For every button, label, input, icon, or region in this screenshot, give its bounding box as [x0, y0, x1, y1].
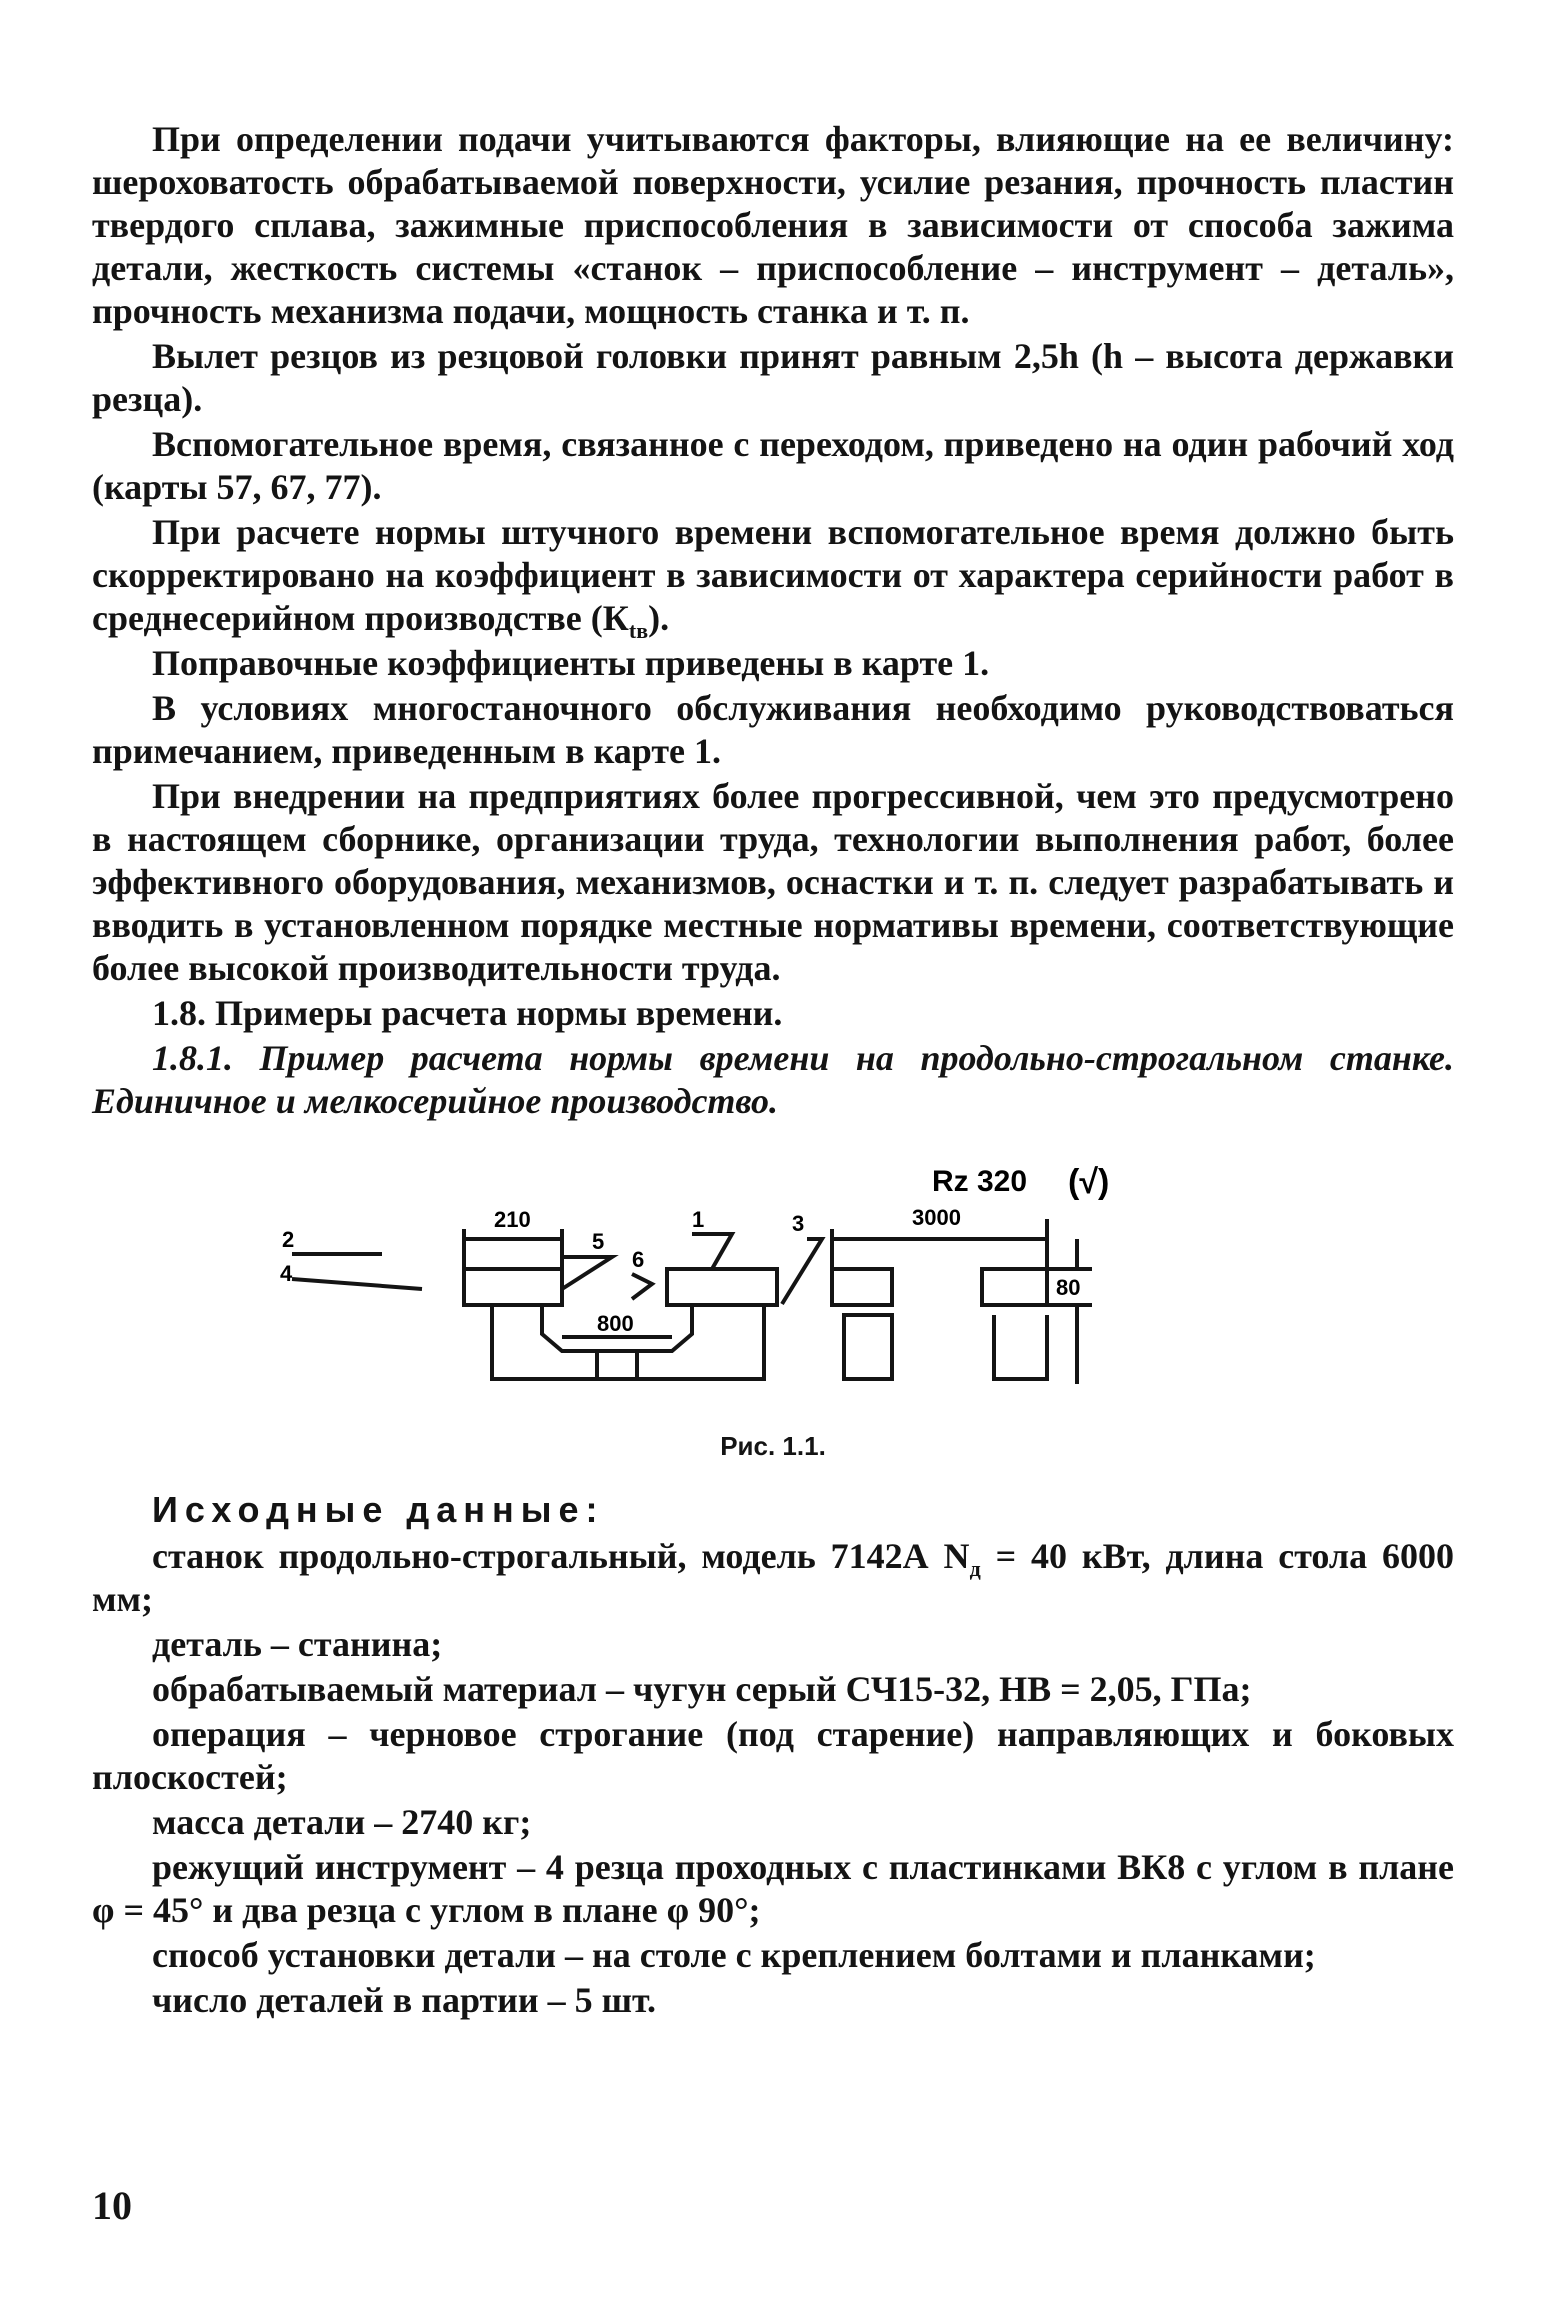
data-item-operation: операция – черновое строгание (под старение) направляющих и боковых плоскостей; — [92, 1714, 1454, 1797]
data-item-material: обрабатываемый материал – чугун серый СЧ15-32, НВ = 2,05, ГПа; — [152, 1669, 1252, 1709]
dim-800-label: 800 — [597, 1311, 634, 1336]
cross-section-right — [832, 1219, 1092, 1384]
data-item-tools: режущий инструмент – 4 резца проходных с пластинками ВК8 с углом в плане φ = 45° и два резца с углом в плане φ 90°; — [92, 1847, 1454, 1930]
k-subscript: tв — [628, 618, 649, 644]
paragraph-auxiliary-time: Вспомогательное время, связанное с переходом, приведено на один рабочий ход (карты 57, 67, 77). — [92, 424, 1454, 507]
paragraph-feed-factors: При определении подачи учитываются факторы, влияющие на ее величину: шероховатость обрабатываемой поверхности, усилие резания, прочность пластин твердого сплава, зажимные приспособления в зависимости от способа зажима детали, жесткость системы «станок – приспособление – инструмент – деталь», прочность механизма подачи, мощность станка и т. п. — [92, 119, 1454, 331]
paragraph-correction-coefficient — [92, 511, 1454, 644]
diagram-svg — [92, 1139, 1454, 1429]
label-3: 3 — [792, 1211, 805, 1236]
label-6: 6 — [632, 1247, 645, 1272]
roughness-symbol: (√) — [1068, 1163, 1110, 1201]
k-suffix: ). — [648, 598, 670, 638]
section-heading: 1.8. Примеры расчета нормы времени. — [152, 993, 783, 1033]
data-item-mounting: способ установки детали – на столе с креплением болтами и планками; — [152, 1935, 1316, 1975]
paragraph-correction-cards: Поправочные коэффициенты приведены в карте 1. — [152, 643, 990, 683]
data-item-batch: число деталей в партии – 5 шт. — [152, 1980, 657, 2020]
paragraph-cutter-overhang: Вылет резцов из резцовой головки принят равным 2,5h (h – высота державки резца). — [92, 336, 1454, 419]
data-item-mass: масса детали – 2740 кг; — [152, 1802, 532, 1842]
roughness-label: Rz 320 — [932, 1165, 1028, 1198]
paragraph-progressive: При внедрении на предприятиях более прогрессивной, чем это предусмотрено в настоящем сборнике, организации труда, технологии выполнения работ, более эффективного оборудования, механизмов, оснастки и т. п. следует разрабатывать и вводить в установленном порядке местные нормативы времени, соответствующие более высокой производительности труда. — [92, 776, 1454, 988]
initial-data-heading: Исходные данные: — [152, 1489, 605, 1530]
paragraph-multi-machine: В условиях многостаночного обслуживания необходимо руководствоваться примечанием, приведенным в карте 1. — [92, 688, 1454, 771]
label-4: 4 — [280, 1261, 293, 1286]
paragraph-correction-text: При расчете нормы штучного времени вспомогательное время должно быть скорректировано на коэффициент в зависимости от характера серийности работ в среднесерийном производстве (К — [92, 512, 1454, 638]
page-content — [92, 118, 1454, 2022]
dim-80-label: 80 — [1056, 1275, 1081, 1300]
page-number: 10 — [92, 2183, 132, 2228]
label-2: 2 — [282, 1227, 295, 1252]
n-suffix: = 40 кВт, длина стола 6000 мм; — [92, 1536, 1454, 1619]
label-5: 5 — [592, 1229, 605, 1254]
subsection-heading: 1.8.1. Пример расчета нормы времени на продольно-строгальном станке. Единичное и мелкосерийное производство. — [92, 1038, 1454, 1121]
data-item-machine-text: станок продольно-строгальный, модель 7142А N — [152, 1536, 970, 1576]
figure-caption: Рис. 1.1. — [720, 1431, 826, 1461]
data-item-machine — [92, 1535, 1454, 1621]
figure-planing-diagram — [92, 1139, 1454, 1469]
label-1: 1 — [692, 1207, 705, 1232]
dim-210-label: 210 — [494, 1207, 531, 1232]
data-item-part: деталь – станина; — [152, 1624, 443, 1664]
cross-section-left — [292, 1229, 822, 1379]
n-subscript: д — [969, 1556, 981, 1582]
dim-3000-label: 3000 — [912, 1205, 961, 1230]
